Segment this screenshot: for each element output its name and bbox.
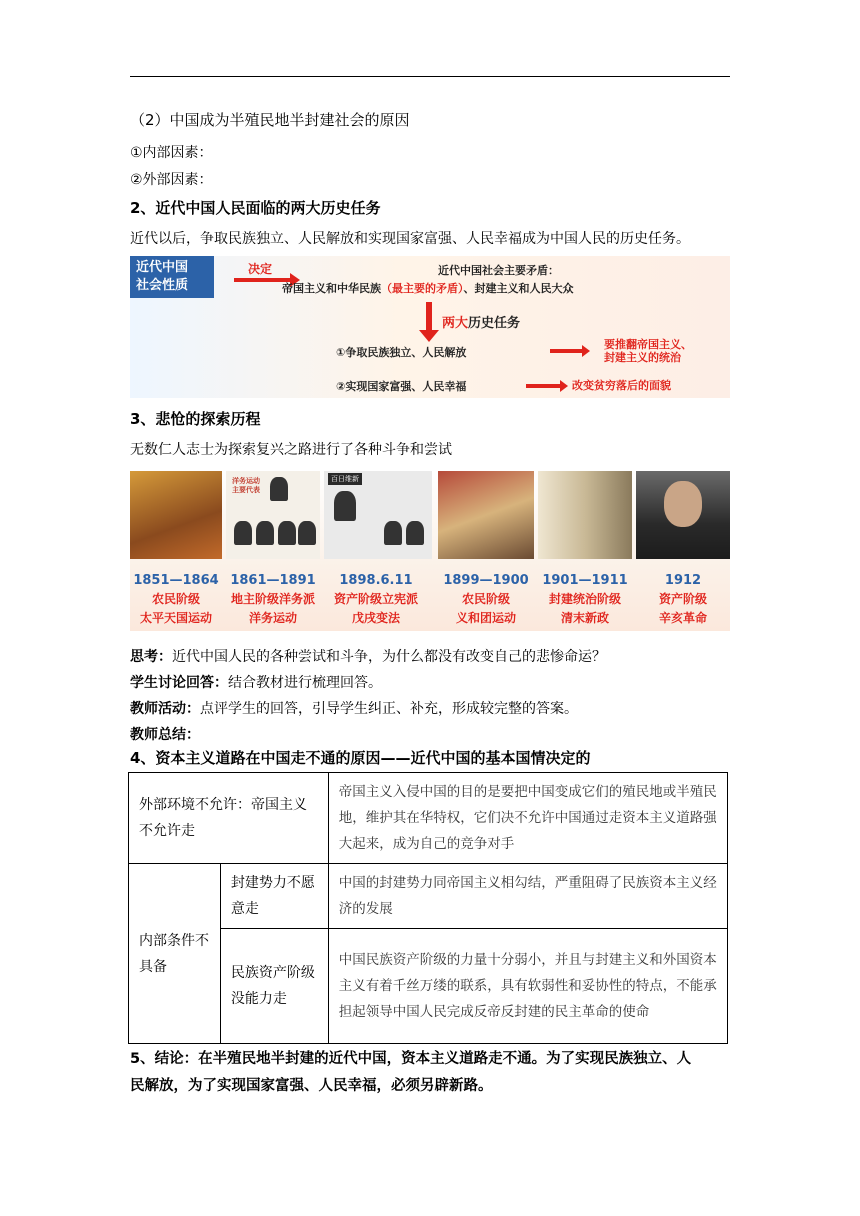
table-row [129,864,728,929]
portrait-icon [334,491,356,521]
section-2-text: 近代以后，争取民族独立、人民解放和实现国家富强、人民幸福成为中国人民的历史任务。 [130,231,690,247]
conflict-b: 、封建主义和人民大众 [463,282,574,295]
timeline-col-3 [326,571,426,628]
col-event: 洋务运动 [248,611,297,625]
col-event: 太平天国运动 [139,611,212,625]
subheading-reasons: （2）中国成为半殖民地半封建社会的原因 [130,111,410,129]
task-2-arrow-icon [526,384,562,388]
col-year: 1898.6.11 [339,573,413,588]
tasks-rest: 历史任务 [468,316,521,331]
result-1-line-1: 要推翻帝国主义、 [604,338,692,351]
internal-factors-label: ①内部因素： [130,145,213,161]
col-event: 辛亥革命 [658,611,707,625]
col-year: 1901—1911 [542,573,628,588]
col-year: 1861—1891 [230,573,316,588]
section-3-text: 无数仁人志士为探索复兴之路进行了各种斗争和尝试 [130,442,452,458]
portrait-icon [278,521,296,545]
col-class: 封建统治阶级 [548,592,621,606]
tasks-red: 两大 [442,316,469,331]
header-rule [130,76,730,77]
task-1-result [604,338,692,364]
down-arrow-icon [426,302,432,332]
conclusion-line-1: 5、结论：在半殖民地半封建的近代中国，资本主义道路走不通。为了实现民族独立、人 [130,1051,692,1067]
self-strengthening-photo [226,471,320,559]
col-class: 农民阶级 [151,592,200,606]
col-year: 1851—1864 [133,573,219,588]
row1-head: 外部环境不允许：帝国主义不允许走 [129,773,329,864]
row2-content2: 中国民族资产阶级的力量十分弱小，并且与封建主义和外国资本主义有着千丝万缕的联系，具有软弱性和妥协性的特点，不能承担起领导中国人民完成反帝反封建的民主革命的使命 [328,929,727,1044]
conflict-red: （最主要的矛盾） [381,282,464,295]
col-class: 资产阶级立宪派 [333,592,418,606]
task-2: ②实现国家富强、人民幸福 [336,380,467,393]
task-1-arrow-icon [550,349,584,353]
col-event: 义和团运动 [455,611,516,625]
main-conflict-label: 近代中国社会主要矛盾： [438,264,559,277]
row2-sub2: 民族资产阶级没能力走 [220,929,328,1044]
sun-yatsen-photo [636,471,730,559]
section-4-title: 4、资本主义道路在中国走不通的原因——近代中国的基本国情决定的 [130,749,591,767]
col-event: 清末新政 [560,611,609,625]
down-arrowhead-icon [419,330,439,342]
exploration-timeline-banner [130,471,730,631]
table-row [129,773,728,864]
conflict-a: 帝国主义和中华民族 [282,282,381,295]
conclusion-line-2: 民解放，为了实现国家富强、人民幸福，必须另辟新路。 [130,1078,493,1094]
think-label: 思考： [130,649,172,665]
external-factors-label: ②外部因素： [130,172,213,188]
task-2-arrowhead-icon [560,380,568,392]
section-2-title: 2、近代中国人民面临的两大历史任务 [130,199,381,217]
taiping-photo [130,471,222,559]
conflict-text [282,280,574,296]
portrait-icon [298,521,316,545]
col-event: 戊戌变法 [351,611,400,625]
row1-content: 帝国主义入侵中国的目的是要把中国变成它们的殖民地或半殖民地，维护其在华特权，它们决不允许中国通过走资本主义道路强大起来，成为自己的竞争对手 [328,773,727,864]
boxer-photo [438,471,534,559]
timeline-col-6 [633,571,730,628]
row2-group: 内部条件不具备 [129,864,221,1044]
col-class: 资产阶级 [658,592,707,606]
task-1-arrowhead-icon [582,345,590,357]
new-policy-photo [538,471,632,559]
portrait-icon [270,477,288,501]
photo2-caption: 洋务运动主要代表 [232,477,260,494]
timeline-col-1 [130,571,226,628]
col-class: 地主阶级洋务派 [230,592,315,606]
think-text: 近代中国人民的各种尝试和斗争，为什么都没有改变自己的悲惨命运？ [172,649,606,665]
section-3-title: 3、悲怆的探索历程 [130,410,261,428]
think-question [130,647,606,667]
task-1: ①争取民族独立、人民解放 [336,346,467,359]
teacher-activity [130,699,578,719]
teacher-summary-label: 教师总结： [130,727,200,743]
col-class: 农民阶级 [461,592,510,606]
student-discussion [130,673,382,693]
row2-sub1: 封建势力不愿意走 [220,864,328,929]
historic-tasks-banner [130,256,730,398]
timeline-col-2 [223,571,323,628]
portrait-icon [384,521,402,545]
col-year: 1912 [664,573,702,588]
row2-content1: 中国的封建势力同帝国主义相勾结，严重阻碍了民族资本主义经济的发展 [328,864,727,929]
discuss-text: 结合教材进行梳理回答。 [228,675,382,691]
result-1-line-2: 封建主义的统治 [604,351,681,364]
teacher-label: 教师活动： [130,701,200,717]
portrait-icon [256,521,274,545]
two-tasks-label [442,312,520,331]
portrait-icon [406,521,424,545]
hundred-days-reform-photo [324,471,432,559]
timeline-col-5 [535,571,635,628]
left-line-1: 近代中国 [136,260,189,275]
photo3-caption: 百日维新 [328,473,362,485]
reasons-table [128,772,728,1044]
portrait-face-icon [664,481,702,527]
portrait-icon [234,521,252,545]
left-line-2: 社会性质 [136,278,189,293]
timeline-col-4 [436,571,536,628]
discuss-label: 学生讨论回答： [130,675,228,691]
col-year: 1899—1900 [443,573,529,588]
teacher-text: 点评学生的回答，引导学生纠正、补充，形成较完整的答案。 [200,701,578,717]
task-2-result: 改变贫穷落后的面貌 [572,379,671,392]
social-nature-box [130,256,214,298]
decide-label: 决定 [248,262,273,276]
